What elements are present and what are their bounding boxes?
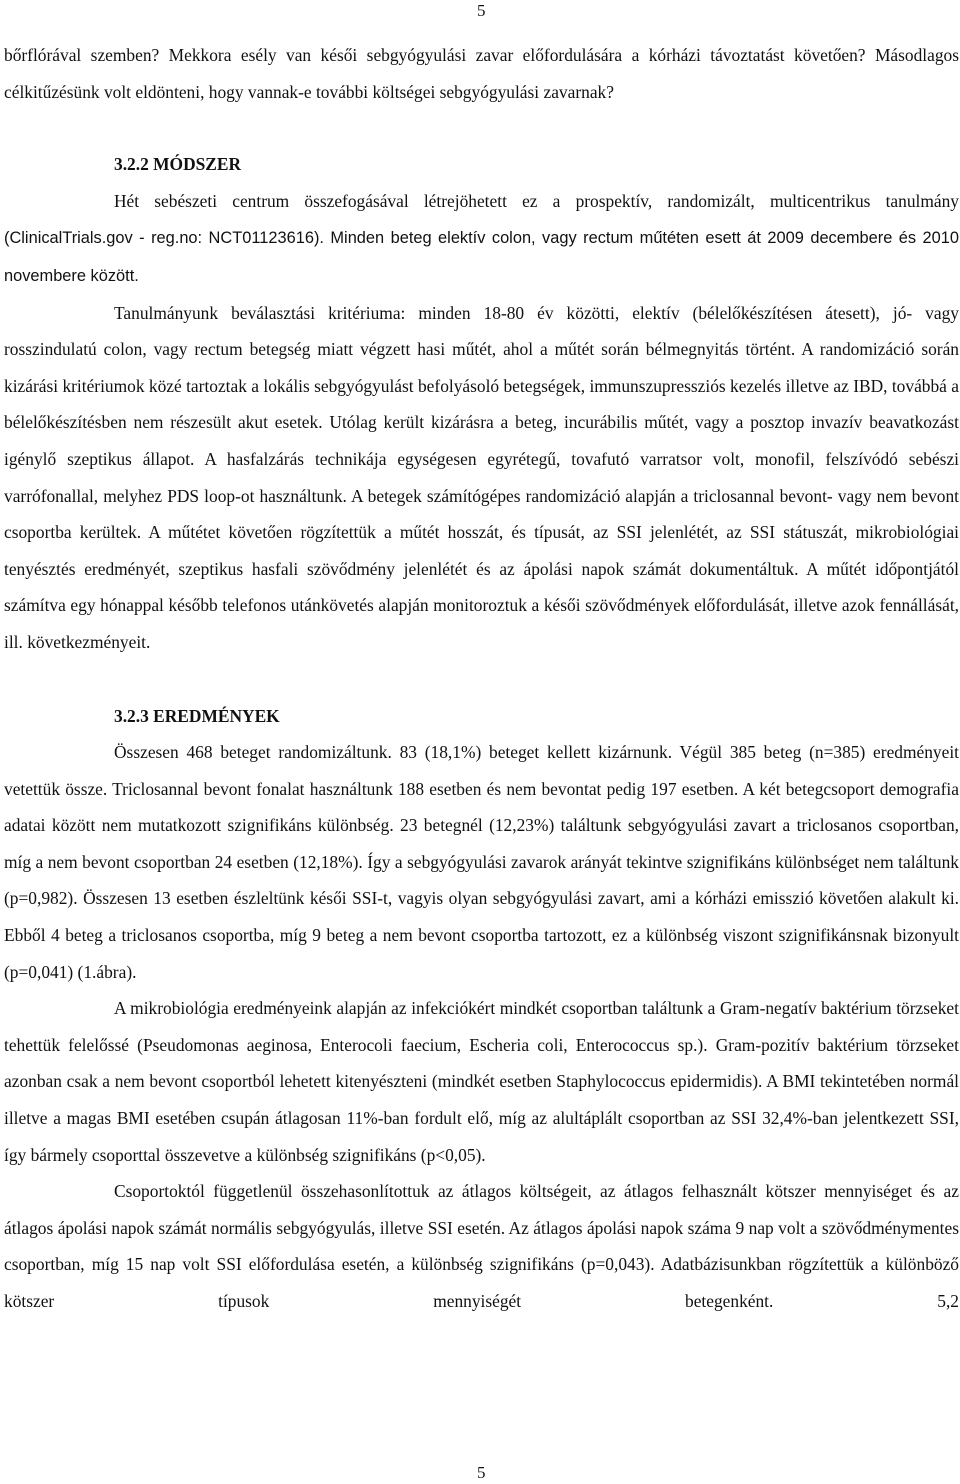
method-paragraph-2: Tanulmányunk beválasztási kritériuma: minden 18-80 év közötti, elektív (bélelőkészítésen átesett), jó- vagy rosszindulatú colon, vagy rectum betegség miatt végzett hasi műtét, ahol a műtét során bélmegnyitás történt. A randomizáció során kizárási kritériumok közé tartoztak a lokális sebgyógyulást befolyásoló betegségek, immunszupressziós kezelés illetve az IBD, továbbá a bélelőkészítésben nem részesült akut esetek. Utólag került kizárásra a beteg, incurábilis műtét, vagy a posztop invazív beavatkozást igénylő szeptikus állapot. A hasfalzárás technikája egységesen egyrétegű, tovafutó varratsor volt, monofil, felszívódó sebészi varrófonallal, melyhez PDS loop-ot használtunk. A betegek számítógépes randomizáció alapján a triclosannal bevont- vagy nem bevont csoportba kerültek. A műtétet követően rögzítettük a műtét hosszát, és típusát, az SSI jelenlétét, az SSI státuszát, mikrobiológiai tenyésztés eredményét, szeptikus hasfali szövődmény jelenlétét és az ápolási napok számát dokumentáltuk. A műtét időpontjától számítva egy hónappal később telefonos utánkövetés alapján monitoroztuk a késői szövődmények előfordulását, illetve azok fennállását, ill. következményeit. bbox=[4, 302, 959, 652]
results-heading: 3.2.3 EREDMÉNYEK bbox=[114, 705, 280, 726]
results-paragraph-1: Összesen 468 beteget randomizáltunk. 83 (18,1%) beteget kellett kizárnunk. Végül 385 beteg (n=385) eredményeit vetettük össze. Triclosannal bevont fonalat használtunk 188 esetben és nem bevontat pedig 197 esetben. A két betegcsoport demografia adatai között nem mutatkozott szignifikáns különbség. 23 betegnél (12,23%) találtunk sebgyógyulási zavart a triclosanos csoportban, míg a nem bevont csoportban 24 esetben (12,18%). Így a sebgyógyulási zavarok arányát tekintve szignifikáns különbséget nem találtunk (p=0,982). Összesen 13 esetben észleltünk késői SSI-t, vagyis olyan sebgyógyulási zavart, ami a kórházi emisszió követően alakult ki. Ebből 4 beteg a triclosanos csoportba, míg 9 beteg a nem bevont csoportba tartozott, ez a különbség viszont szignifikánsnak bizonyult (p=0,041) (1.ábra). bbox=[4, 742, 959, 982]
method-paragraph-1-trial-text: (ClinicalTrials.gov - reg.no: NCT01123616). Minden beteg elektív colon, vagy rectum műtéten esett át 2009 decembere és 2010 novembere között. bbox=[4, 229, 959, 285]
document-body bbox=[4, 37, 959, 1320]
intro-paragraph: bőrflórával szemben? Mekkora esély van késői sebgyógyulási zavar előfordulására a kórházi távoztatást követően? Másodlagos célkitűzésünk volt eldönteni, hogy vannak-e további költségei sebgyógyulási zavarnak? bbox=[4, 45, 959, 102]
results-paragraph-3: Csoportoktól függetlenül összehasonlítottuk az átlagos költségeit, az átlagos felhasznált kötszer mennyiséget és az átlagos ápolási napok számát normális sebgyógyulás, illetve SSI esetén. Az átlagos ápolási napok száma 9 nap volt a szövődménymentes csoportban, míg 15 nap volt SSI előfordulása esetén, a különbség szignifikáns (p=0,043). Adatbázisunkban rögzítettük a különböző kötszer típusok mennyiségét betegenként. 5,2 bbox=[4, 1181, 959, 1311]
page-number-top: 5 bbox=[477, 1, 486, 20]
method-paragraph-1 bbox=[4, 183, 959, 295]
page-number-bottom: 5 bbox=[477, 1463, 486, 1482]
results-paragraph-2: A mikrobiológia eredményeink alapján az infekciókért mindkét csoportban találtunk a Gram-negatív baktérium törzseket tehettük felelőssé (Pseudomonas aeginosa, Enterocoli faecium, Escheria coli, Enterococcus sp.). Gram-pozitív baktérium törzseket azonban csak a nem bevont csoportból lehetett kitenyészteni (mindkét esetben Staphylococcus epidermidis). A BMI tekintetében normál illetve a magas BMI esetében csupán átlagosan 11%-ban fordult elő, míg az alultáplált csoportban az SSI 32,4%-ban jelentkezett SSI, így bármely csoporttal összevetve a különbség szignifikáns (p<0,05). bbox=[4, 998, 959, 1165]
method-paragraph-1-text: Hét sebészeti centrum összefogásával létrejöhetett ez a prospektív, randomizált, multicentrikus tanulmány bbox=[114, 190, 959, 211]
method-heading: 3.2.2 MÓDSZER bbox=[114, 154, 242, 175]
